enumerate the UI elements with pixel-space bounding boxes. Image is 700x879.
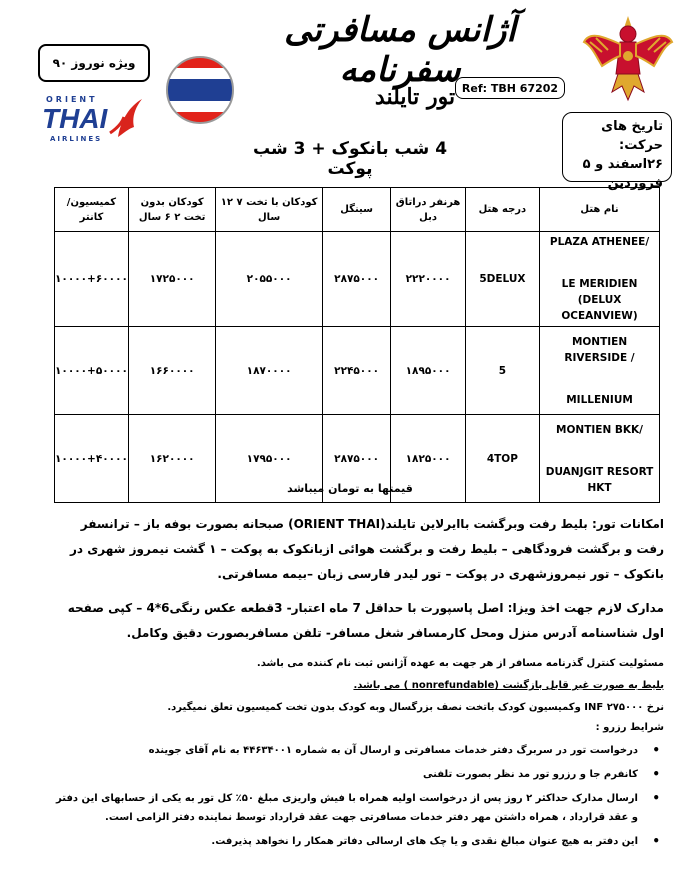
list-item xyxy=(54,765,664,784)
header-child-no-bed: کودکان بدون تخت ۲ ۶ سال xyxy=(128,188,216,232)
bullet-icon: • xyxy=(652,791,660,805)
bullet-icon: • xyxy=(652,834,660,848)
reference-code: Ref: TBH 67202 xyxy=(455,77,565,99)
condition-text: کانفرم جا و رزرو تور مد نظر بصورت تلفنی xyxy=(423,769,638,780)
bullet-icon: • xyxy=(652,743,660,757)
list-item xyxy=(54,789,664,827)
currency-note: قیمتها به تومان میباشد xyxy=(287,482,413,495)
thailand-flag-icon xyxy=(165,55,235,125)
booking-conditions-title: شرایط رزرو : xyxy=(595,722,664,733)
child-no-bed-price-cell: ۱۶۶۰۰۰۰ xyxy=(128,327,216,415)
tour-facilities-text: امکانات تور: بلیط رفت وبرگشت باایرلاین تایلند(ORIENT THAI) صبحانه بصورت بوفه باز – ترانسفر رفت و برگشت فرودگاهی – بلیط رفت و برگشت هوائی ازبانکوک به پوکت – ۱ گشت نیمروز شهری در بانکوک – تور نیمروزشهری در پوکت – تور لیدر فارسی زبان –بیمه مسافرتی. xyxy=(69,517,664,581)
table-row xyxy=(55,327,660,415)
child-with-bed-price-cell: ۱۸۷۰۰۰۰ xyxy=(216,327,322,415)
tour-title: تور تایلند xyxy=(374,84,456,110)
price-table xyxy=(54,187,660,503)
hotel-name-line: MONTIEN RIVERSIDE / xyxy=(564,335,635,364)
package-title: 4 شب بانکوک + 3 شب پوکت xyxy=(252,139,448,179)
header-hotel: نام هتل xyxy=(540,188,660,232)
header-single: سینگل xyxy=(322,188,391,232)
single-price-cell: ۲۸۷۵۰۰۰ xyxy=(322,232,391,327)
hotel-grade-cell: 5 xyxy=(465,327,539,415)
hotel-name-line: DUANJGIT RESORT HKT xyxy=(545,465,654,494)
agency-title: آژانس مسافرتی سفرنامه xyxy=(284,10,516,90)
departure-dates-value: ۲۶اسفند و ۵ فروردین xyxy=(582,157,663,191)
nowruz-badge: ویژه نوروز ۹۰ xyxy=(38,44,150,82)
departure-dates-label: تاریخ های حرکت: xyxy=(601,119,663,153)
single-price-cell: ۲۸۷۵۰۰۰ xyxy=(322,415,391,503)
nonrefundable-text: بلیط به صورت غیر قابل بازگشت (nonrefundable ) می باشد. xyxy=(353,680,664,691)
condition-text: درخواست تور در سربرگ دفتر خدمات مسافرتی و ارسال آن به شماره ۴۴۶۳۴۰۰۱ به نام آقای جوینده xyxy=(148,745,638,756)
list-item xyxy=(54,741,664,760)
hotel-name-line: PLAZA ATHENEE/ xyxy=(549,236,650,248)
condition-text: ارسال مدارک حداکثر ۲ روز پس از درخواست اولیه همراه با فیش واریزی مبلغ ۵۰٪ کل تور به یکی از حسابهای این دفتر و عقد قرارداد ، همراه داشتن مهر دفتر خدمات مسافرتی جهت عقد قرارداد توسط نماینده دفتر الزامی است. xyxy=(56,793,638,823)
child-no-bed-price-cell: ۱۷۲۵۰۰۰ xyxy=(128,232,216,327)
bullet-icon: • xyxy=(652,767,660,781)
hotel-name-line: LE MERIDIEN (DELUX OCEANVIEW) xyxy=(561,278,638,322)
hotel-grade-cell: 5DELUX xyxy=(465,232,539,327)
header-child-with-bed: کودکان با تخت ۷ ۱۲ سال xyxy=(216,188,322,232)
garuda-emblem-icon xyxy=(580,12,676,108)
nonrefundable-note xyxy=(54,677,664,695)
hotel-name-cell xyxy=(540,327,660,415)
departure-dates-box xyxy=(562,112,672,191)
child-with-bed-price-cell: ۱۷۹۵۰۰۰ xyxy=(216,415,322,503)
header-commission: کمیسیون/کانتر xyxy=(55,188,129,232)
double-price-cell: ۱۸۲۵۰۰۰ xyxy=(391,415,465,503)
hotel-name-line: MONTIEN BKK/ xyxy=(556,423,644,436)
child-with-bed-price-cell: ۲۰۵۵۰۰۰ xyxy=(216,232,322,327)
infant-rate-note: نرخ INF ۲۷۵۰۰۰ وکمیسیون کودک باتخت نصف بزرگسال وبه کودک بدون تخت کمیسیون تعلق نمیگیرد. xyxy=(167,702,664,713)
hotel-name-cell xyxy=(540,232,660,327)
single-price-cell: ۲۲۴۵۰۰۰ xyxy=(322,327,391,415)
commission-cell: ۱۰۰۰۰+۴۰۰۰۰ xyxy=(55,415,129,503)
airline-logo-main-text: THAI xyxy=(42,103,108,134)
orient-thai-airlines-logo xyxy=(38,93,146,145)
double-price-cell: ۲۲۲۰۰۰۰ xyxy=(391,232,465,327)
responsibility-note: مسئولیت کنترل گذرنامه مسافر از هر جهت به عهده آژانس ثبت نام کننده می باشد. xyxy=(256,658,664,669)
hotel-name-cell xyxy=(540,415,660,503)
table-header-row xyxy=(55,188,660,232)
condition-text: این دفتر به هیچ عنوان مبالغ نقدی و یا چک های ارسالی دفاتر همکار را نخواهد پذیرفت. xyxy=(211,836,638,847)
table-row xyxy=(55,232,660,327)
hotel-name-line: MILLENIUM xyxy=(566,393,633,406)
airline-logo-bottom-text: AIRLINES xyxy=(50,135,103,143)
double-price-cell: ۱۸۹۵۰۰۰ xyxy=(391,327,465,415)
visa-documents-text: مدارک لازم جهت اخذ ویزا: اصل پاسپورت با حداقل 7 ماه اعتبار- 3قطعه عکس رنگی6*4 – کپی صفحه اول شناسنامه آدرس منزل ومحل کارمسافر شغل مسافر- تلفن مسافربصورت دقیق وکامل. xyxy=(67,601,664,640)
child-no-bed-price-cell: ۱۶۲۰۰۰۰ xyxy=(128,415,216,503)
hotel-grade-cell: 4TOP xyxy=(465,415,539,503)
booking-conditions-list xyxy=(54,741,664,856)
commission-cell: ۱۰۰۰۰+۵۰۰۰۰ xyxy=(55,327,129,415)
list-item xyxy=(54,832,664,851)
header-grade: درجه هتل xyxy=(465,188,539,232)
commission-cell: ۱۰۰۰۰+۶۰۰۰۰ xyxy=(55,232,129,327)
header-double: هرنفر دراتاق دبل xyxy=(391,188,465,232)
airline-logo-top-text: ORIENT xyxy=(46,95,98,104)
